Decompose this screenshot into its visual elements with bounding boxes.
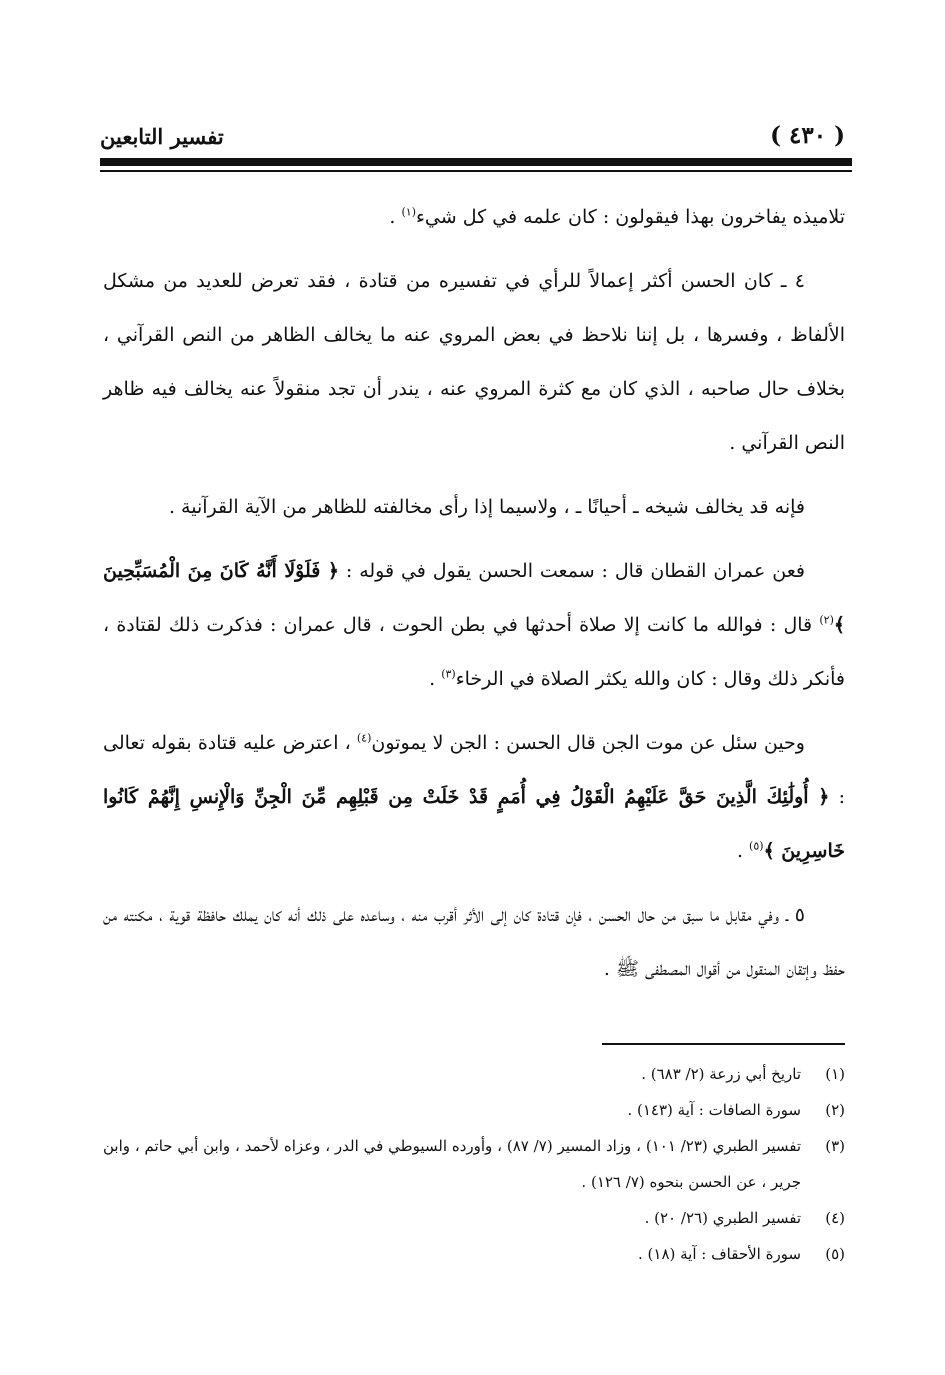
footnote-number: (٥) (825, 1245, 845, 1263)
paragraph-text: فعن عمران القطان قال : سمعت الحسن يقول في قوله : (338, 560, 805, 582)
paragraph-text: تلاميذه يفاخرون بهذا فيقولون : كان علمه في كل شيء (416, 206, 845, 228)
footnote-text: سورة الأحقاف : آية (١٨) . (638, 1245, 801, 1263)
footnote-text: سورة الصافات : آية (١٤٣) . (627, 1101, 801, 1119)
quran-verse: ﴿ أُولَٰئِكَ الَّذِينَ حَقَّ عَلَيْهِمُ الْقَوْلُ فِي أُمَمٍ قَدْ خَلَتْ مِن قَبْلِهِم مِّنَ الْجِنِّ وَالْإِنسِ إِنَّهُمْ كَانُوا خَاسِرِينَ ﴾ (103, 786, 845, 862)
paragraph-tail: . (736, 840, 750, 862)
footnote-number: (٣) (825, 1137, 845, 1155)
paragraph-text: ، اعترض عليه قتادة بقوله تعالى : (103, 732, 845, 808)
header-rule-thick (100, 158, 852, 166)
paragraph-text: وحين سئل عن موت الجن قال الحسن : الجن لا يموتون (371, 732, 805, 754)
running-title: تفسير التابعين (100, 124, 224, 149)
page-header (100, 118, 845, 158)
paragraph-6 (103, 888, 845, 996)
paragraph-text: ٤ ـ كان الحسن أكثر إعمالاً للرأي في تفسيره من قتادة ، فقد تعرض للعديد من مشكل الألفاظ ، وفسرها ، بل إننا نلاحظ في بعض المروي عنه ما يخالف الظاهر من النص القرآني ، بخلاف حال صاحبه ، الذي كان مع كثرة المروي عنه ، يندر أن تجد منقولاً عنه يخالف فيه ظاهر النص القرآني . (103, 270, 845, 454)
paragraph-2 (103, 254, 845, 470)
main-text (103, 190, 845, 1006)
footnote-3 (103, 1128, 845, 1200)
footnote-ref: (٥) (749, 839, 764, 853)
footnote-1 (103, 1056, 845, 1092)
paragraph-text: قال : فوالله ما كانت إلا صلاة أحدثها في بطن الحوت ، قال عمران : فذكرت ذلك لقتادة ، فأنكر ذلك وقال : كان والله يكثر الصلاة في الرخاء (103, 614, 845, 690)
paragraph-1 (103, 190, 845, 244)
paragraph-5 (103, 716, 845, 878)
footnote-ref: (٣) (441, 667, 456, 681)
footnote-5 (103, 1236, 845, 1272)
footnote-number: (١) (825, 1065, 845, 1083)
quran-verse: ﴿ فَلَوْلَا أَنَّهُ كَانَ مِنَ الْمُسَبِّحِينَ ﴾ (103, 560, 845, 636)
footnotes (103, 1056, 845, 1272)
footnote-number: (٤) (825, 1209, 845, 1227)
paragraph-4 (103, 544, 845, 706)
footnote-ref: (٢) (819, 613, 834, 627)
footnote-ref: (٤) (356, 731, 372, 745)
footnote-text: تفسير الطبري (٢٦/ ٢٠) . (644, 1209, 801, 1227)
page-number: ( ٤٣٠ ) (770, 122, 845, 149)
paragraph-3 (103, 480, 845, 534)
paragraph-text: ٥ ـ وفي مقابل ما سبق من حال الحسن ، فإن قتادة كان إلى الأثر أقرب منه ، وساعده على ذلك أنه كان يملك حافظة قوية ، مكنته من حفظ وإتقان المنقول من أقوال المصطفى ﷺ . (103, 904, 845, 980)
paragraph-tail: . (429, 668, 442, 690)
footnote-2 (103, 1092, 845, 1128)
footnote-text: تفسير الطبري (٢٣/ ١٠١) ، وزاد المسير (٧/ ٨٧) ، وأورده السيوطي في الدر ، وعزاه لأحمد ، وابن أبي حاتم ، وابن جرير ، عن الحسن بنحوه (٧/ ١٢٦) . (103, 1137, 802, 1191)
footnote-separator (602, 1043, 845, 1045)
header-rule-thin (100, 170, 852, 172)
footnote-ref: (١) (401, 205, 416, 219)
paragraph-tail: . (389, 206, 402, 228)
footnote-number: (٢) (825, 1101, 845, 1119)
footnote-4 (103, 1200, 845, 1236)
paragraph-text: فإنه قد يخالف شيخه ـ أحيانًا ـ ، ولاسيما إذا رأى مخالفته للظاهر من الآية القرآنية . (168, 496, 805, 518)
footnote-text: تاريخ أبي زرعة (٢/ ٦٨٣) . (641, 1065, 801, 1083)
